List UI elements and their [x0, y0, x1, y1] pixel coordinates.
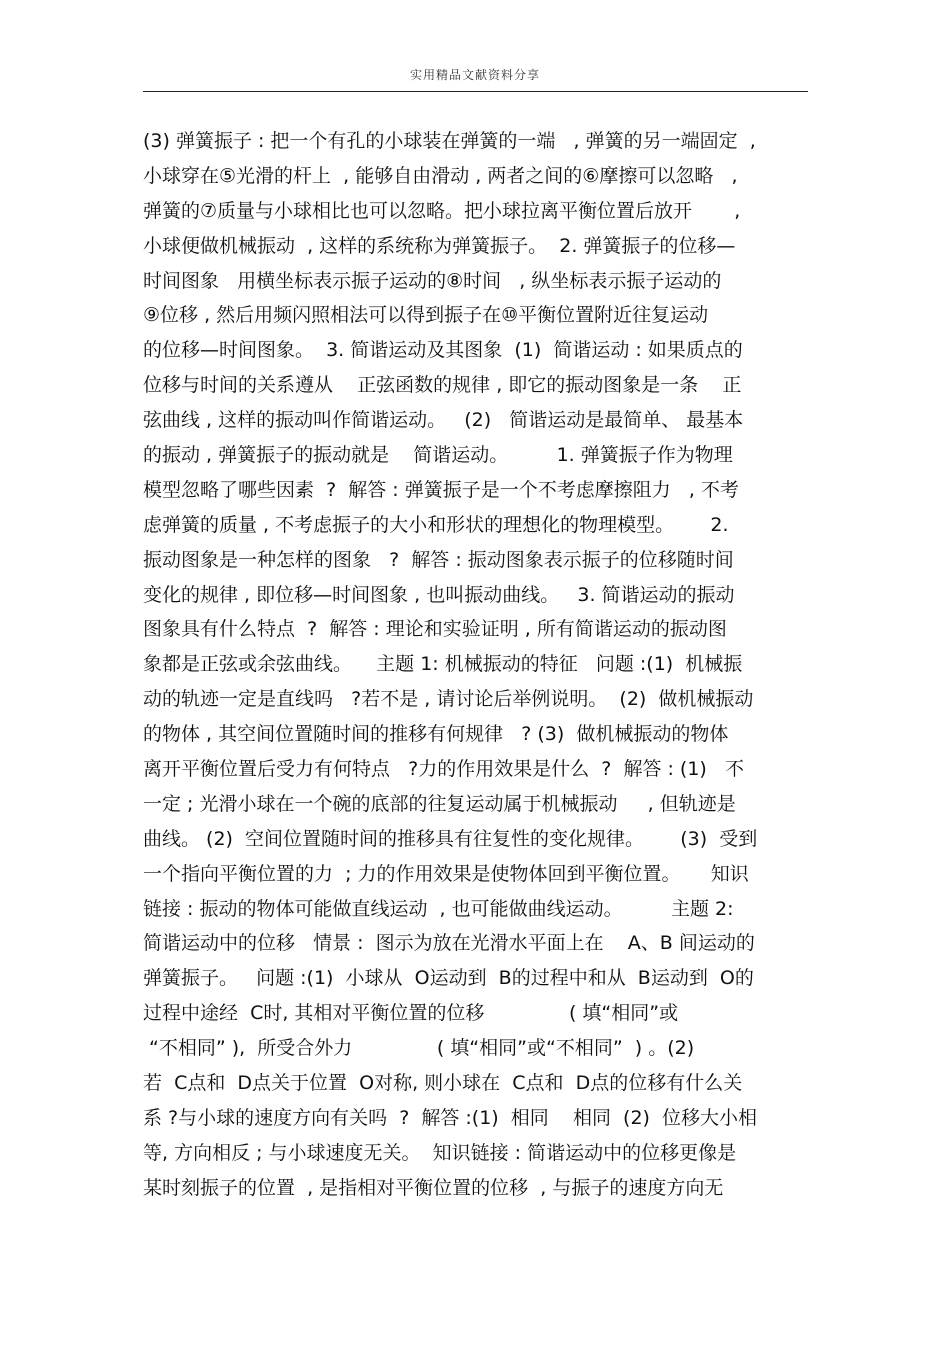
text-line: 系 ?与小球的速度方向有关吗 ? 解答 :(1) 相同 相同 (2) 位移大小相 — [143, 1106, 758, 1129]
text-line: 的位移—时间图象。 3. 简谐运动及其图象 (1) 简谐运动 : 如果质点的 — [143, 339, 743, 362]
text-line: 弹簧振子。 问题 :(1) 小球从 O运动到 B的过程中和从 B运动到 O的 — [143, 967, 754, 990]
text-line: 图象具有什么特点 ? 解答 : 理论和实验证明 , 所有简谐运动的振动图 — [143, 618, 727, 641]
text-line: 过程中途经 C时, 其相对平衡位置的位移 ( 填“相同”或 — [143, 1002, 679, 1025]
text-line: 链接 : 振动的物体可能做直线运动 , 也可能做曲线运动。 主题 2: — [143, 897, 734, 920]
text-line: 变化的规律 , 即位移—时间图象 , 也叫振动曲线。 3. 简谐运动的振动 — [143, 583, 735, 606]
text-line: 弦曲线 , 这样的振动叫作简谐运动。 (2) 简谐运动是最简单、 最基本 — [143, 409, 744, 432]
text-line: 模型忽略了哪些因素 ? 解答 : 弹簧振子是一个不考虑摩擦阻力 , 不考 — [143, 478, 739, 501]
text-line: 时间图象 用横坐标表示振子运动的⑧时间 , 纵坐标表示振子运动的 — [143, 269, 722, 292]
text-line: 象都是正弦或余弦曲线。 主题 1: 机械振动的特征 问题 :(1) 机械振 — [143, 653, 743, 676]
text-line: 弹簧的⑦质量与小球相比也可以忽略。把小球拉离平衡位置后放开 , — [143, 199, 741, 222]
header-divider — [143, 91, 808, 92]
page-header: 实用精品文献资料分享 — [409, 68, 540, 82]
text-line: 曲线。 (2) 空间位置随时间的推移具有往复性的变化规律。 (3) 受到 — [143, 827, 758, 850]
text-line: 一定 ; 光滑小球在一个碗的底部的往复运动属于机械振动 , 但轨迹是 — [143, 792, 736, 815]
text-line: 动的轨迹一定是直线吗 ?若不是 , 请讨论后举例说明。 (2) 做机械振动 — [143, 688, 754, 711]
text-line: 小球穿在⑤光滑的杆上 , 能够自由滑动 , 两者之间的⑥摩擦可以忽略 , — [143, 164, 738, 187]
document-body — [143, 124, 823, 1206]
text-line: 简谐运动中的位移 情景 : 图示为放在光滑水平面上在 A、B 间运动的 — [143, 932, 755, 955]
text-line: “不相同” ), 所受合外力 ( 填“相同”或“不相同” ) 。(2) — [143, 1037, 695, 1060]
text-line: 离开平衡位置后受力有何特点 ?力的作用效果是什么 ? 解答 : (1) 不 — [143, 758, 744, 781]
text-line: 一个指向平衡位置的力 ; 力的作用效果是使物体回到平衡位置。 知识 — [143, 862, 749, 885]
text-line: 振动图象是一种怎样的图象 ? 解答 : 振动图象表示振子的位移随时间 — [143, 548, 734, 571]
text-line: 小球便做机械振动 , 这样的系统称为弹簧振子。 2. 弹簧振子的位移— — [143, 234, 736, 257]
text-line: 某时刻振子的位置 , 是指相对平衡位置的位移 , 与振子的速度方向无 — [143, 1176, 724, 1199]
text-line: (3) 弹簧振子 : 把一个有孔的小球装在弹簧的一端 , 弹簧的另一端固定 , — [143, 130, 756, 152]
text-line: 若 C点和 D点关于位置 O对称, 则小球在 C点和 D点的位移有什么关 — [143, 1072, 743, 1095]
text-line: 虑弹簧的质量 , 不考虑振子的大小和形状的理想化的物理模型。 2. — [143, 513, 729, 536]
text-line: 的振动 , 弹簧振子的振动就是 简谐运动。 1. 弹簧振子作为物理 — [143, 444, 733, 467]
text-line: ⑨位移 , 然后用频闪照相法可以得到振子在⑩平衡位置附近往复运动 — [143, 304, 709, 327]
text-line: 等, 方向相反 ; 与小球速度无关。 知识链接 : 简谐运动中的位移更像是 — [143, 1141, 737, 1164]
text-line: 位移与时间的关系遵从 正弦函数的规律 , 即它的振动图象是一条 正 — [143, 374, 742, 397]
text-line: 的物体 , 其空间位置随时间的推移有何规律 ? (3) 做机械振动的物体 — [143, 723, 729, 746]
